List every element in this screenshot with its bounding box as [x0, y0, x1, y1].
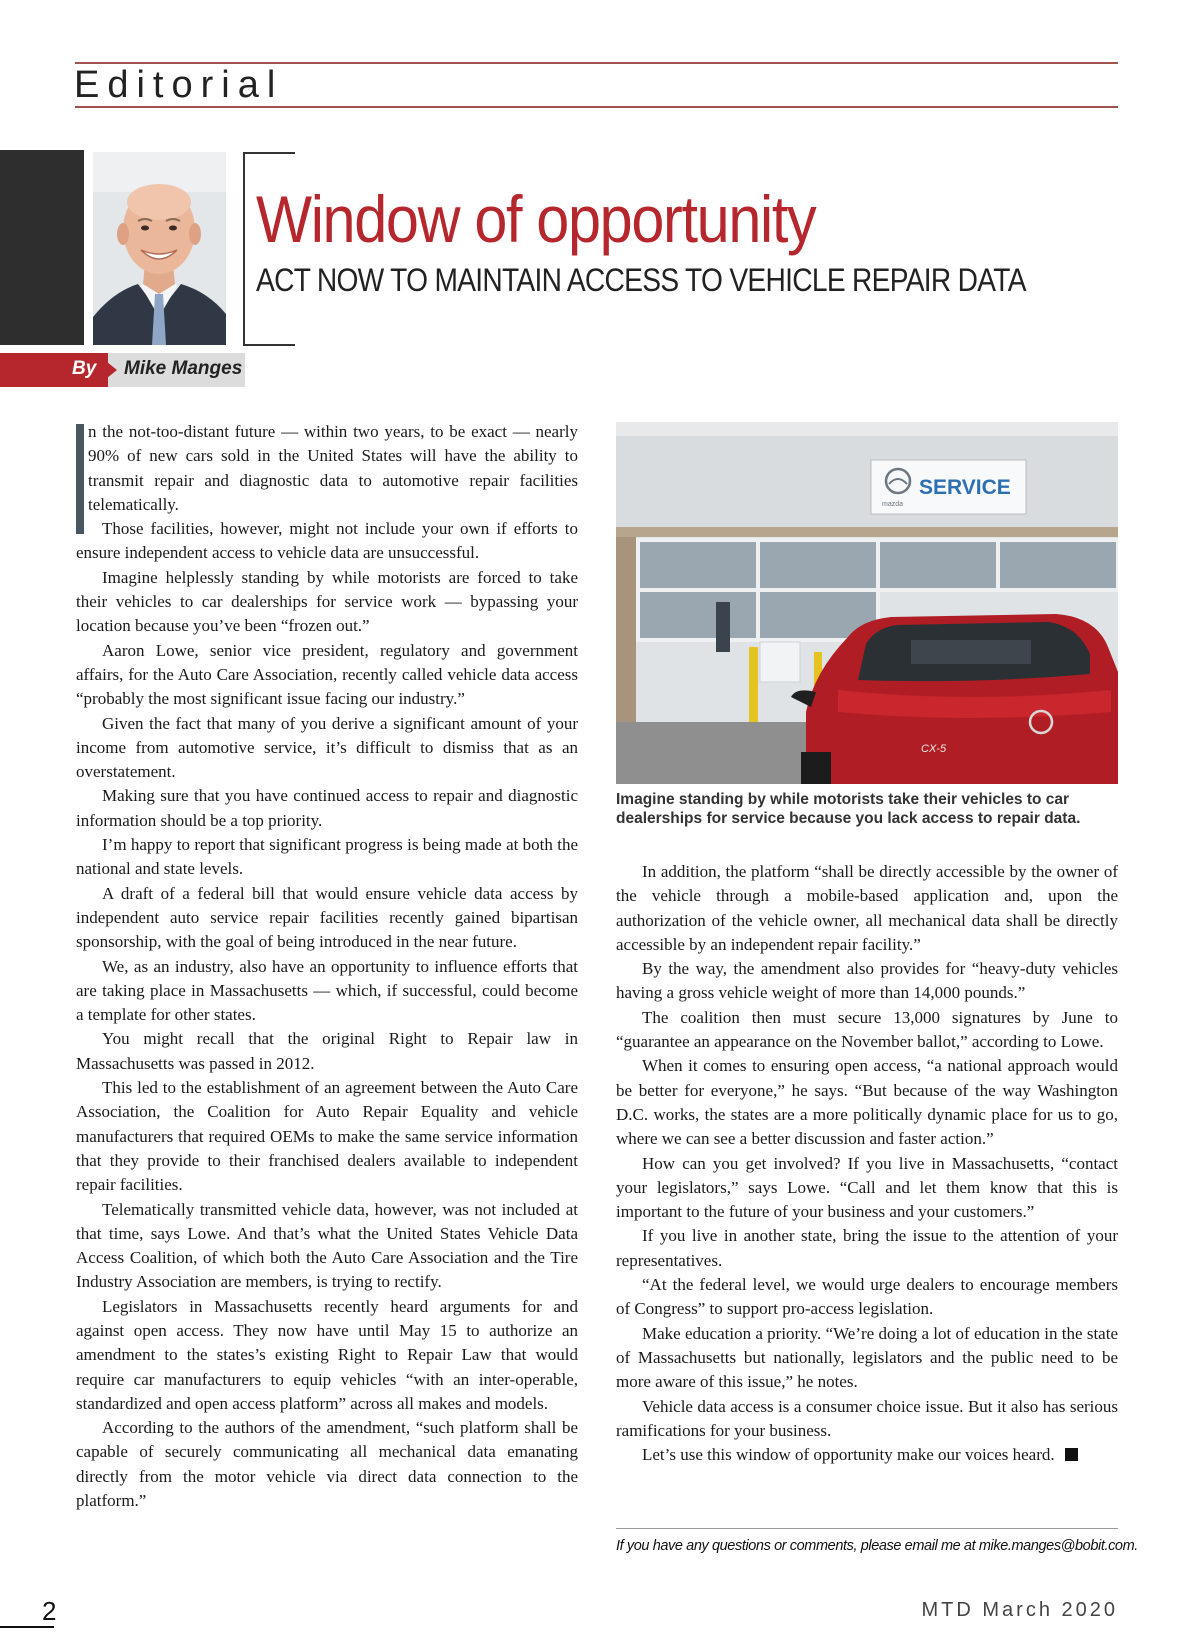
paragraph: This led to the establishment of an agreement between the Auto Care Association, the Coalition for Auto Repair Equality and vehicle manufacturers that required OEMs to make the same service information that they provide to their franchised dealers available to independent repair facilities. [76, 1078, 578, 1195]
paragraph: Making sure that you have continued access to repair and diagnostic information should be a top priority. [76, 786, 578, 830]
paragraph: Imagine helplessly standing by while motorists are forced to take their vehicles to car dealerships for service work — bypassing your location because you’ve been “frozen out.” [76, 567, 578, 636]
paragraph: By the way, the amendment also provides for “heavy-duty vehicles having a gross vehicle weight of more than 14,000 pounds.” [616, 959, 1118, 1003]
sign-brand-text: mazda [882, 501, 904, 508]
header-bottom-rule [75, 106, 1118, 108]
car-badge-text: CX-5 [921, 743, 947, 755]
paragraph: Vehicle data access is a consumer choice issue. But it also has serious ramifications for your business. [616, 1396, 1118, 1440]
sign-service-text: SERVICE [919, 476, 1011, 499]
paragraph: Aaron Lowe, senior vice president, regulatory and government affairs, for the Auto Care Association, recently called vehicle data access “probably the most significant issue facing our industry.” [76, 640, 578, 709]
paragraph: When it comes to ensuring open access, “a national approach would be better for everyone,” he says. “But because of the way Washington D.C. works, the states are a more politically dynamic place for us to go, where we can see a better discussion and faster action.” [616, 1056, 1118, 1149]
paragraph: A draft of a federal bill that would ensure vehicle data access by independent auto service repair facilities recently gained bipartisan sponsorship, with the goal of being introduced in the near future. [76, 883, 578, 952]
article-title: Window of opportunity [256, 182, 816, 256]
paragraph: We, as an industry, also have an opportunity to influence efforts that are taking place in Massachusetts — which, if successful, could become a template for other states. [76, 956, 578, 1025]
article-photo [616, 422, 1118, 784]
section-label: Editorial [74, 64, 284, 106]
paragraph: You might recall that the original Right to Repair law in Massachusetts was passed in 2012. [76, 1029, 578, 1073]
paragraph: Those facilities, however, might not include your own if efforts to ensure independent access to vehicle data are unsuccessful. [76, 519, 578, 563]
article-subtitle: ACT NOW TO MAINTAIN ACCESS TO VEHICLE REPAIR DATA [256, 262, 1026, 298]
author-name: Mike Manges [124, 358, 243, 379]
byline-arrow-icon [107, 362, 117, 378]
right-column [616, 860, 1118, 1467]
paragraph: How can you get involved? If you live in Massachusetts, “contact your legislators,” says Lowe. “Call and let them know that this is important to the future of your business and your customers.” [616, 1153, 1118, 1222]
paragraph: In addition, the platform “shall be directly accessible by the owner of the vehicle through a mobile-based application and, upon the authorization of the vehicle owner, all mechanical data shall be directly accessible by an independent repair facility.” [616, 862, 1118, 954]
left-column [76, 420, 578, 1513]
author-photo [93, 152, 226, 345]
decorative-dark-bar [0, 150, 84, 345]
paragraph: n the not-too-distant future — within two years, to be exact — nearly 90% of new cars sold in the United States will have the ability to transmit repair and diagnostic data to automotive repair facilities telematically. [88, 422, 578, 514]
paragraph: Make education a priority. “We’re doing a lot of education in the state of Massachusetts but nationally, legislators and the public need to be more aware of this issue,” he notes. [616, 1323, 1118, 1392]
byline-prefix: By [72, 358, 97, 379]
paragraph: The coalition then must secure 13,000 signatures by June to “guarantee an appearance on the November ballot,” according to Lowe. [616, 1007, 1118, 1052]
paragraph: If you live in another state, bring the issue to the attention of your representatives. [616, 1226, 1118, 1270]
final-paragraph [616, 1443, 1118, 1467]
page-number-rule [0, 1626, 54, 1628]
paragraph: “At the federal level, we would urge dealers to encourage members of Congress” to support pro-access legislation. [616, 1275, 1118, 1319]
paragraph: Legislators in Massachusetts recently heard arguments for and against open access. They now have until May 15 to authorize an amendment to the states’s existing Right to Repair Law that would require car manufacturers to equip vehicles “with an inter-operable, standardized and open access platform” across all makes and models. [76, 1296, 578, 1413]
end-square-icon [1065, 1448, 1078, 1461]
page-number: 2 [42, 1596, 57, 1626]
contact-note: If you have any questions or comments, please email me at mike.manges@bobit.com. [616, 1538, 1138, 1554]
footer-rule [616, 1528, 1118, 1529]
paragraph: I’m happy to report that significant progress is being made at both the national and state levels. [76, 835, 578, 879]
paragraph: Given the fact that many of you derive a significant amount of your income from automotive service, it’s difficult to dismiss that as an overstatement. [76, 713, 578, 782]
photo-caption: Imagine standing by while motorists take their vehicles to car dealerships for service because you lack access to repair data. [616, 791, 1081, 827]
paragraph: According to the authors of the amendment, “such platform shall be capable of securely communicating all mechanical data emanating directly from the motor vehicle via direct data connection to the platform.” [76, 1418, 578, 1511]
issue-label: MTD March 2020 [921, 1599, 1118, 1621]
byline [0, 353, 245, 387]
paragraph-text: Let’s use this window of opportunity make our voices heard. [642, 1445, 1055, 1465]
paragraph: Telematically transmitted vehicle data, however, was not included at that time, says Lowe. And that’s what the United States Vehicle Data Access Coalition, of which both the Auto Care Association and the Tire Industry Association are members, is trying to rectify. [76, 1199, 578, 1292]
